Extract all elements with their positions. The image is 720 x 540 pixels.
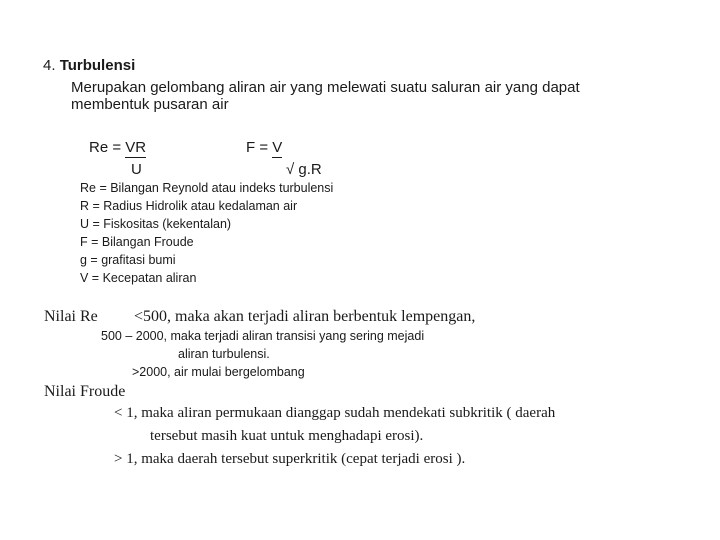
froude-formula	[246, 140, 282, 155]
reynolds-condition-1: <500, maka akan terjadi aliran berbentuk lempengan,	[134, 308, 476, 325]
froude-condition-1-line-2: tersebut masih kuat untuk menghadapi erosi).	[150, 428, 424, 444]
reynolds-condition-2-line-1: 500 – 2000, maka terjadi aliran transisi yang sering mejadi	[101, 329, 425, 343]
froude-condition-2: > 1, maka daerah tersebut superkritik (cepat terjadi erosi ).	[114, 451, 466, 467]
reynolds-denominator: U	[131, 161, 142, 178]
reynolds-condition-2-line-2: aliran turbulensi.	[178, 347, 270, 361]
definition-f: F = Bilangan Froude	[80, 235, 194, 249]
description-line-1: Merupakan gelombang aliran air yang melewati suatu saluran air yang dapat	[71, 79, 580, 96]
section-heading	[43, 58, 135, 73]
reynolds-lhs: Re =	[89, 139, 126, 156]
reynolds-condition-3: >2000, air mulai bergelombang	[132, 365, 305, 379]
froude-condition-1-line-1: < 1, maka aliran permukaan dianggap sudah mendekati subkritik ( daerah	[114, 405, 556, 421]
froude-numerator: V	[272, 139, 283, 156]
definition-r: R = Radius Hidrolik atau kedalaman air	[80, 199, 298, 213]
section-title: Turbulensi	[59, 57, 136, 74]
description-line-2: membentuk pusaran air	[71, 96, 229, 113]
definition-g: g = grafitasi bumi	[80, 253, 176, 267]
froude-lhs: F =	[246, 139, 273, 156]
reynolds-label: Nilai Re	[44, 308, 98, 325]
froude-label: Nilai Froude	[44, 383, 126, 400]
definition-u: U = Fiskositas (kekentalan)	[80, 217, 232, 231]
reynolds-numerator: VR	[125, 139, 147, 156]
reynolds-formula	[89, 140, 146, 155]
section-number: 4.	[43, 57, 56, 74]
definition-v: V = Kecepatan aliran	[80, 271, 197, 285]
definition-re: Re = Bilangan Reynold atau indeks turbulensi	[80, 181, 334, 195]
froude-denominator: √ g.R	[286, 161, 322, 178]
